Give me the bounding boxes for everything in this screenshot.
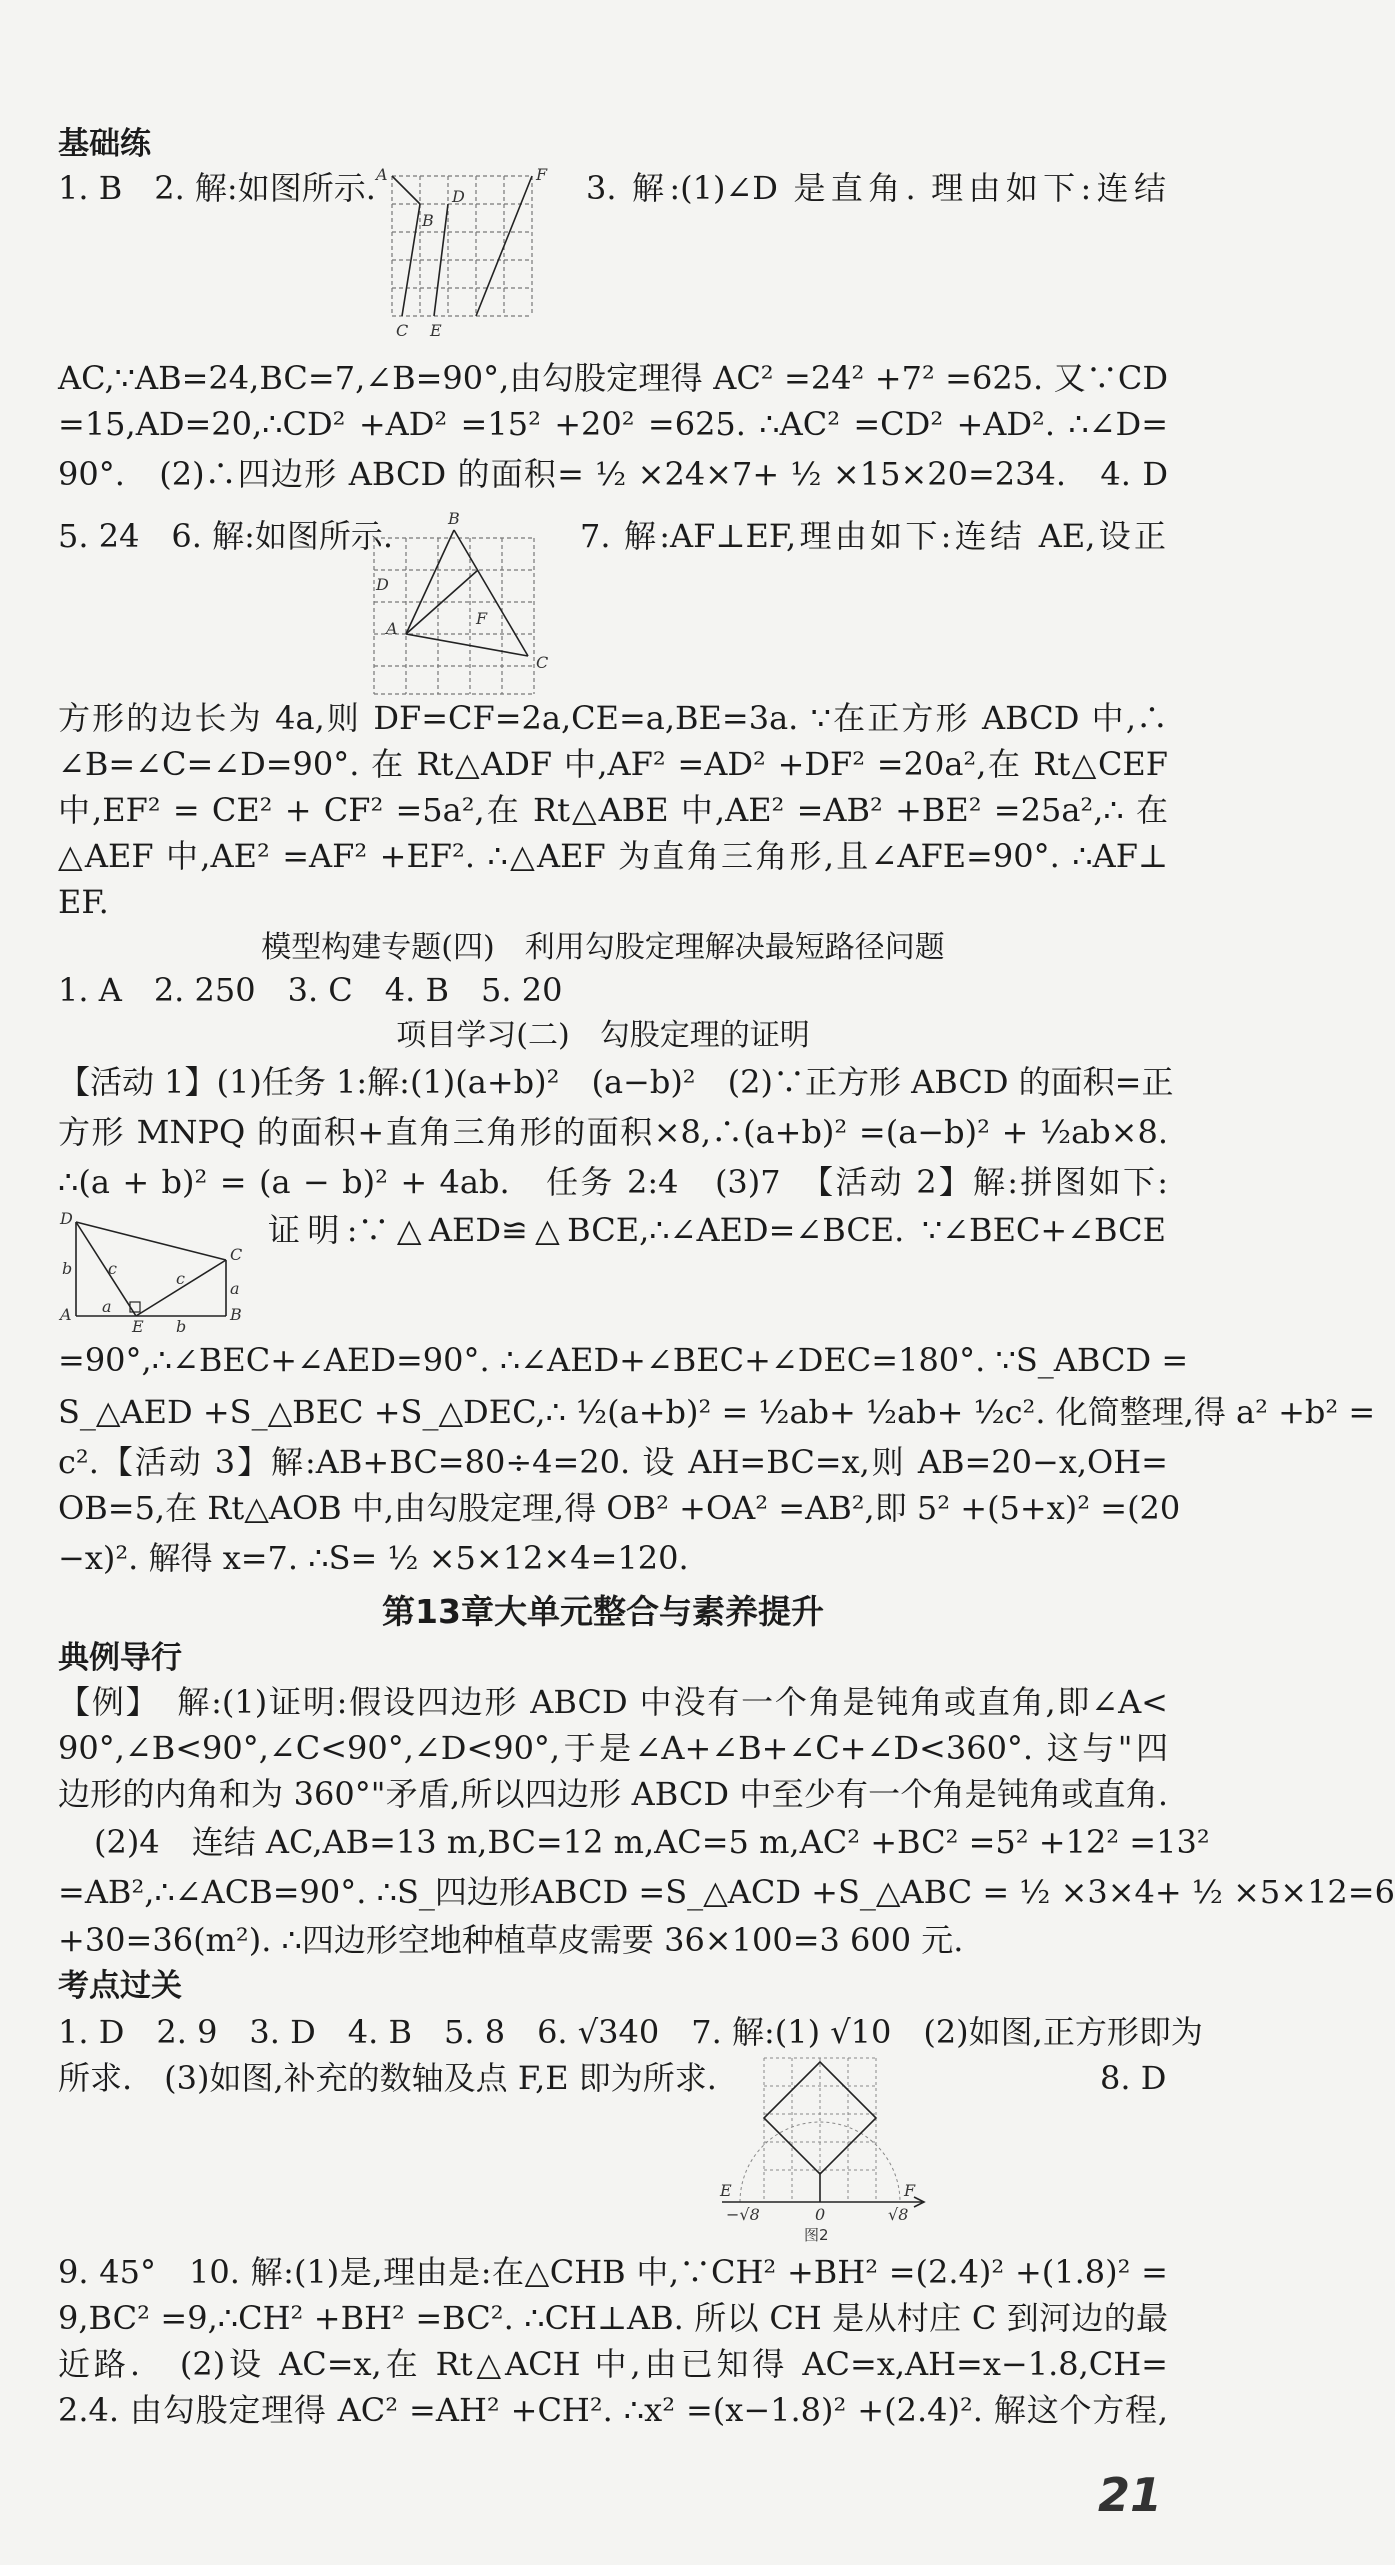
answer-line: 证明:∵△AED≌△BCE,∴∠AED=∠BCE. ∵∠BEC+∠BCE <box>268 1211 1166 1249</box>
answer-line: ∠B=∠C=∠D=90°. 在 Rt△ADF 中,AF² =AD² +DF² =20a²,在 Rt△CEF <box>58 745 1168 783</box>
answer-line: 9. 45° 10. 解:(1)是,理由是:在△CHB 中,∵CH² +BH² =(2.4)² +(1.8)² = <box>58 2253 1168 2291</box>
fig2-label: B <box>448 509 460 528</box>
answer-line: S_△AED +S_△BEC +S_△DEC,∴ ½(a+b)² = ½ab+ ½ab+ ½c². 化简整理,得 a² +b² = <box>58 1393 1376 1431</box>
section-model-topic: 模型构建专题(四) 利用勾股定理解决最短路径问题 <box>261 930 945 965</box>
answer-line: 【例】 解:(1)证明:假设四边形 ABCD 中没有一个角是钝角或直角,即∠A< <box>58 1683 1168 1721</box>
answer-line: OB=5,在 Rt△AOB 中,由勾股定理,得 OB² +OA² =AB²,即 5² +(5+x)² =(20 <box>58 1489 1181 1527</box>
answer-line: 90°,∠B<90°,∠C<90°,∠D<90°,于是∠A+∠B+∠C+∠D<360°. 这与"四 <box>58 1729 1168 1767</box>
answer-line: 边形的内角和为 360°"矛盾,所以四边形 ABCD 中至少有一个角是钝角或直角. <box>58 1775 1168 1813</box>
fig3-label: b <box>176 1317 187 1336</box>
fig1-label: F <box>536 165 548 184</box>
fig3-label: b <box>62 1259 73 1278</box>
fig1-label: A <box>376 165 388 184</box>
fig3-label: E <box>132 1317 144 1336</box>
answer-line: −x)². 解得 x=7. ∴S= ½ ×5×12×4=120. <box>58 1539 689 1577</box>
answer-line: 【活动 1】(1)任务 1:解:(1)(a+b)² (a−b)² (2)∵正方形 ABCD 的面积=正 <box>58 1063 1174 1101</box>
fig3-label: B <box>230 1305 242 1324</box>
fig3-label: c <box>176 1269 185 1288</box>
fig4-label: √8 <box>888 2205 909 2224</box>
fig2-label: D <box>376 575 389 594</box>
answer-line: 方形的边长为 4a,则 DF=CF=2a,CE=a,BE=3a. ∵在正方形 ABCD 中,∴ <box>58 699 1168 737</box>
fig1-label: C <box>396 321 409 340</box>
answer-line: +30=36(m²). ∴四边形空地种植草皮需要 36×100=3 600 元. <box>58 1921 964 1959</box>
chapter-title: 第13章大单元整合与素养提升 <box>382 1592 824 1631</box>
figure-number-line <box>712 2050 936 2246</box>
answer-line: 1. A 2. 250 3. C 4. B 5. 20 <box>58 971 563 1009</box>
section-typical-examples: 典例导行 <box>58 1640 182 1676</box>
fig4-label: 0 <box>815 2205 826 2224</box>
page-number: 21 <box>1097 2468 1162 2522</box>
fig3-label: a <box>230 1279 240 1298</box>
fig3-label: C <box>230 1245 243 1264</box>
answer-line: 中,EF² = CE² + CF² =5a²,在 Rt△ABE 中,AE² =AB² +BE² =25a²,∴ 在 <box>58 791 1168 829</box>
fig4-label: −√8 <box>726 2205 760 2224</box>
answer-line: c².【活动 3】解:AB+BC=80÷4=20. 设 AH=BC=x,则 AB=20−x,OH= <box>58 1443 1168 1481</box>
answer-line: AC,∵AB=24,BC=7,∠B=90°,由勾股定理得 AC² =24² +7² =625. 又∵CD <box>58 359 1168 397</box>
fig4-label: F <box>904 2181 916 2200</box>
section-basic-practice: 基础练 <box>58 126 151 162</box>
answer-line: 1. D 2. 9 3. D 4. B 5. 8 6. √340 7. 解:(1) √10 (2)如图,正方形即为 <box>58 2013 1203 2051</box>
answer-line: 近路. (2)设 AC=x,在 Rt△ACH 中,由已知得 AC=x,AH=x−1.8,CH= <box>58 2345 1168 2383</box>
fig3-label: D <box>60 1209 73 1228</box>
fig3-label: a <box>102 1297 112 1316</box>
fig2-label: F <box>476 609 488 628</box>
figure-trapezoid <box>58 1208 258 1336</box>
fig3-label: c <box>108 1259 117 1278</box>
answer-line: 2.4. 由勾股定理得 AC² =AH² +CH². ∴x² =(x−1.8)² +(2.4)². 解这个方程, <box>58 2391 1168 2429</box>
answer-line: ∴(a + b)² = (a − b)² + 4ab. 任务 2:4 (3)7 【活动 2】解:拼图如下: <box>58 1163 1168 1201</box>
fig1-label: B <box>422 211 434 230</box>
answer-line: 5. 24 6. 解:如图所示. <box>58 517 394 555</box>
answer-line: EF. <box>58 883 109 921</box>
answer-line: 所求. (3)如图,补充的数轴及点 F,E 即为所求. <box>58 2059 717 2097</box>
answer-line: 90°. (2)∴四边形 ABCD 的面积= ½ ×24×7+ ½ ×15×20=234. 4. D <box>58 455 1168 493</box>
section-checkpoints: 考点过关 <box>58 1968 182 2004</box>
figure-grid-2 <box>368 508 558 696</box>
answer-line: =90°,∴∠BEC+∠AED=90°. ∴∠AED+∠BEC+∠DEC=180°. ∵S_ABCD = <box>58 1341 1189 1379</box>
answer-line: 3. 解:(1)∠D 是直角. 理由如下:连结 <box>586 169 1166 207</box>
answer-line: 9,BC² =9,∴CH² +BH² =BC². ∴CH⊥AB. 所以 CH 是从村庄 C 到河边的最 <box>58 2299 1168 2337</box>
figure-grid-1 <box>372 158 550 340</box>
answer-line: =15,AD=20,∴CD² +AD² =15² +20² =625. ∴AC² =CD² +AD². ∴∠D= <box>58 405 1168 443</box>
fig2-label: A <box>386 619 398 638</box>
fig3-label: A <box>60 1305 72 1324</box>
fig1-label: E <box>430 321 442 340</box>
answer-line: △AEF 中,AE² =AF² +EF². ∴△AEF 为直角三角形,且∠AFE=90°. ∴AF⊥ <box>58 837 1168 875</box>
answer-line: 8. D <box>1100 2059 1167 2097</box>
fig4-caption: 图2 <box>804 2226 829 2244</box>
fig1-label: D <box>452 187 465 206</box>
answer-line: 1. B 2. 解:如图所示. <box>58 169 376 207</box>
answer-line: 7. 解:AF⊥EF,理由如下:连结 AE,设正 <box>580 517 1166 555</box>
fig4-label: E <box>720 2181 732 2200</box>
answer-line: (2)4 连结 AC,AB=13 m,BC=12 m,AC=5 m,AC² +BC² =5² +12² =13² <box>94 1823 1210 1861</box>
answer-line: 方形 MNPQ 的面积+直角三角形的面积×8,∴(a+b)² =(a−b)² + ½ab×8. <box>58 1113 1168 1151</box>
fig2-label: C <box>536 653 549 672</box>
answer-line: =AB²,∴∠ACB=90°. ∴S_四边形ABCD =S_△ACD +S_△ABC = ½ ×3×4+ ½ ×5×12=6 <box>58 1873 1395 1911</box>
section-project-study: 项目学习(二) 勾股定理的证明 <box>396 1018 810 1053</box>
